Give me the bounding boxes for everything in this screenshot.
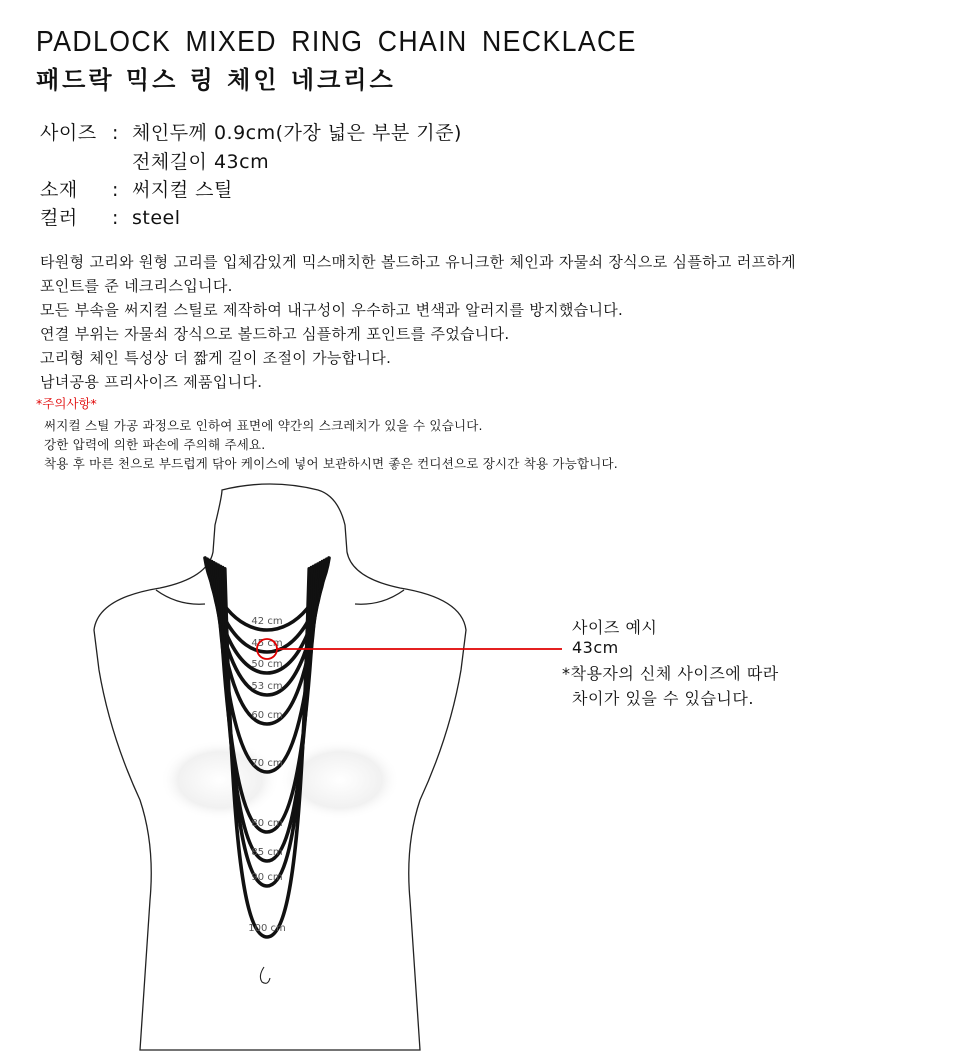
- size-example-note: *착용자의 신체 사이즈에 따라: [562, 664, 779, 683]
- spec-size-label: 사이즈: [40, 122, 97, 144]
- description-line: 모든 부속을 써지컬 스틸로 제작하여 내구성이 우수하고 변색과 알러지를 방지했습니다.: [40, 301, 624, 319]
- spec-size-row-2: [132, 147, 269, 174]
- length-label: 42 cm: [251, 616, 283, 627]
- chest-shading: [160, 740, 283, 820]
- caution-list: [44, 416, 618, 473]
- size-example-note: 차이가 있을 수 있습니다.: [572, 689, 754, 708]
- caution-title: *주의사항*: [36, 396, 97, 411]
- caution-line: 써지컬 스틸 가공 과정으로 인하여 표면에 약간의 스크레치가 있을 수 있습니다.: [44, 418, 483, 433]
- length-label: 85 cm: [251, 847, 283, 858]
- length-label: 80 cm: [251, 818, 283, 829]
- length-label: 70 cm: [251, 758, 283, 769]
- spec-material-row: [40, 175, 233, 202]
- navel-mark: [260, 967, 270, 983]
- spec-colon: :: [112, 122, 119, 144]
- spec-material-value: 써지컬 스틸: [132, 179, 233, 201]
- necklace-size-chart-illustration: [0, 480, 960, 1062]
- product-title-english: PADLOCK MIXED RING CHAIN NECKLACE: [36, 26, 637, 58]
- description-line: 타원형 고리와 원형 고리를 입체감있게 믹스매치한 볼드하고 유니크한 체인과 자물쇠 장식으로 심플하고 러프하게: [40, 253, 796, 271]
- spec-color-label: 컬러: [40, 207, 78, 229]
- length-label: 53 cm: [251, 681, 283, 692]
- length-label: 45 cm: [251, 638, 283, 649]
- spec-size-value-length: 전체길이 43cm: [132, 151, 270, 173]
- spec-size-row: [40, 118, 462, 145]
- length-label: 90 cm: [251, 872, 283, 883]
- spec-colon: :: [112, 179, 119, 201]
- spec-colon: :: [112, 207, 119, 229]
- product-title-korean: 패드락 믹스 링 체인 네크리스: [36, 66, 396, 94]
- length-label: 100 cm: [248, 923, 286, 934]
- spec-color-row: [40, 203, 181, 230]
- description-line: 포인트를 준 네크리스입니다.: [40, 277, 233, 295]
- description-line: 남녀공용 프리사이즈 제품입니다.: [40, 373, 263, 391]
- product-description: [40, 250, 796, 394]
- caution-line: 착용 후 마른 천으로 부드럽게 닦아 케이스에 넣어 보관하시면 좋은 컨디션으로 장시간 착용 가능합니다.: [44, 456, 618, 471]
- size-example-heading: 사이즈 예시: [572, 618, 658, 637]
- spec-material-label: 소재: [40, 179, 78, 201]
- spec-size-value-thickness: 체인두께 0.9cm(가장 넓은 부분 기준): [132, 122, 462, 144]
- spec-color-value: steel: [132, 207, 181, 229]
- size-example-value: 43cm: [572, 638, 619, 657]
- description-line: 고리형 체인 특성상 더 짧게 길이 조절이 가능합니다.: [40, 349, 392, 367]
- caution-line: 강한 압력에 의한 파손에 주의해 주세요.: [44, 437, 266, 452]
- description-line: 연결 부위는 자물쇠 장식으로 볼드하고 심플하게 포인트를 주었습니다.: [40, 325, 510, 343]
- length-label: 60 cm: [251, 710, 283, 721]
- length-label: 50 cm: [251, 659, 283, 670]
